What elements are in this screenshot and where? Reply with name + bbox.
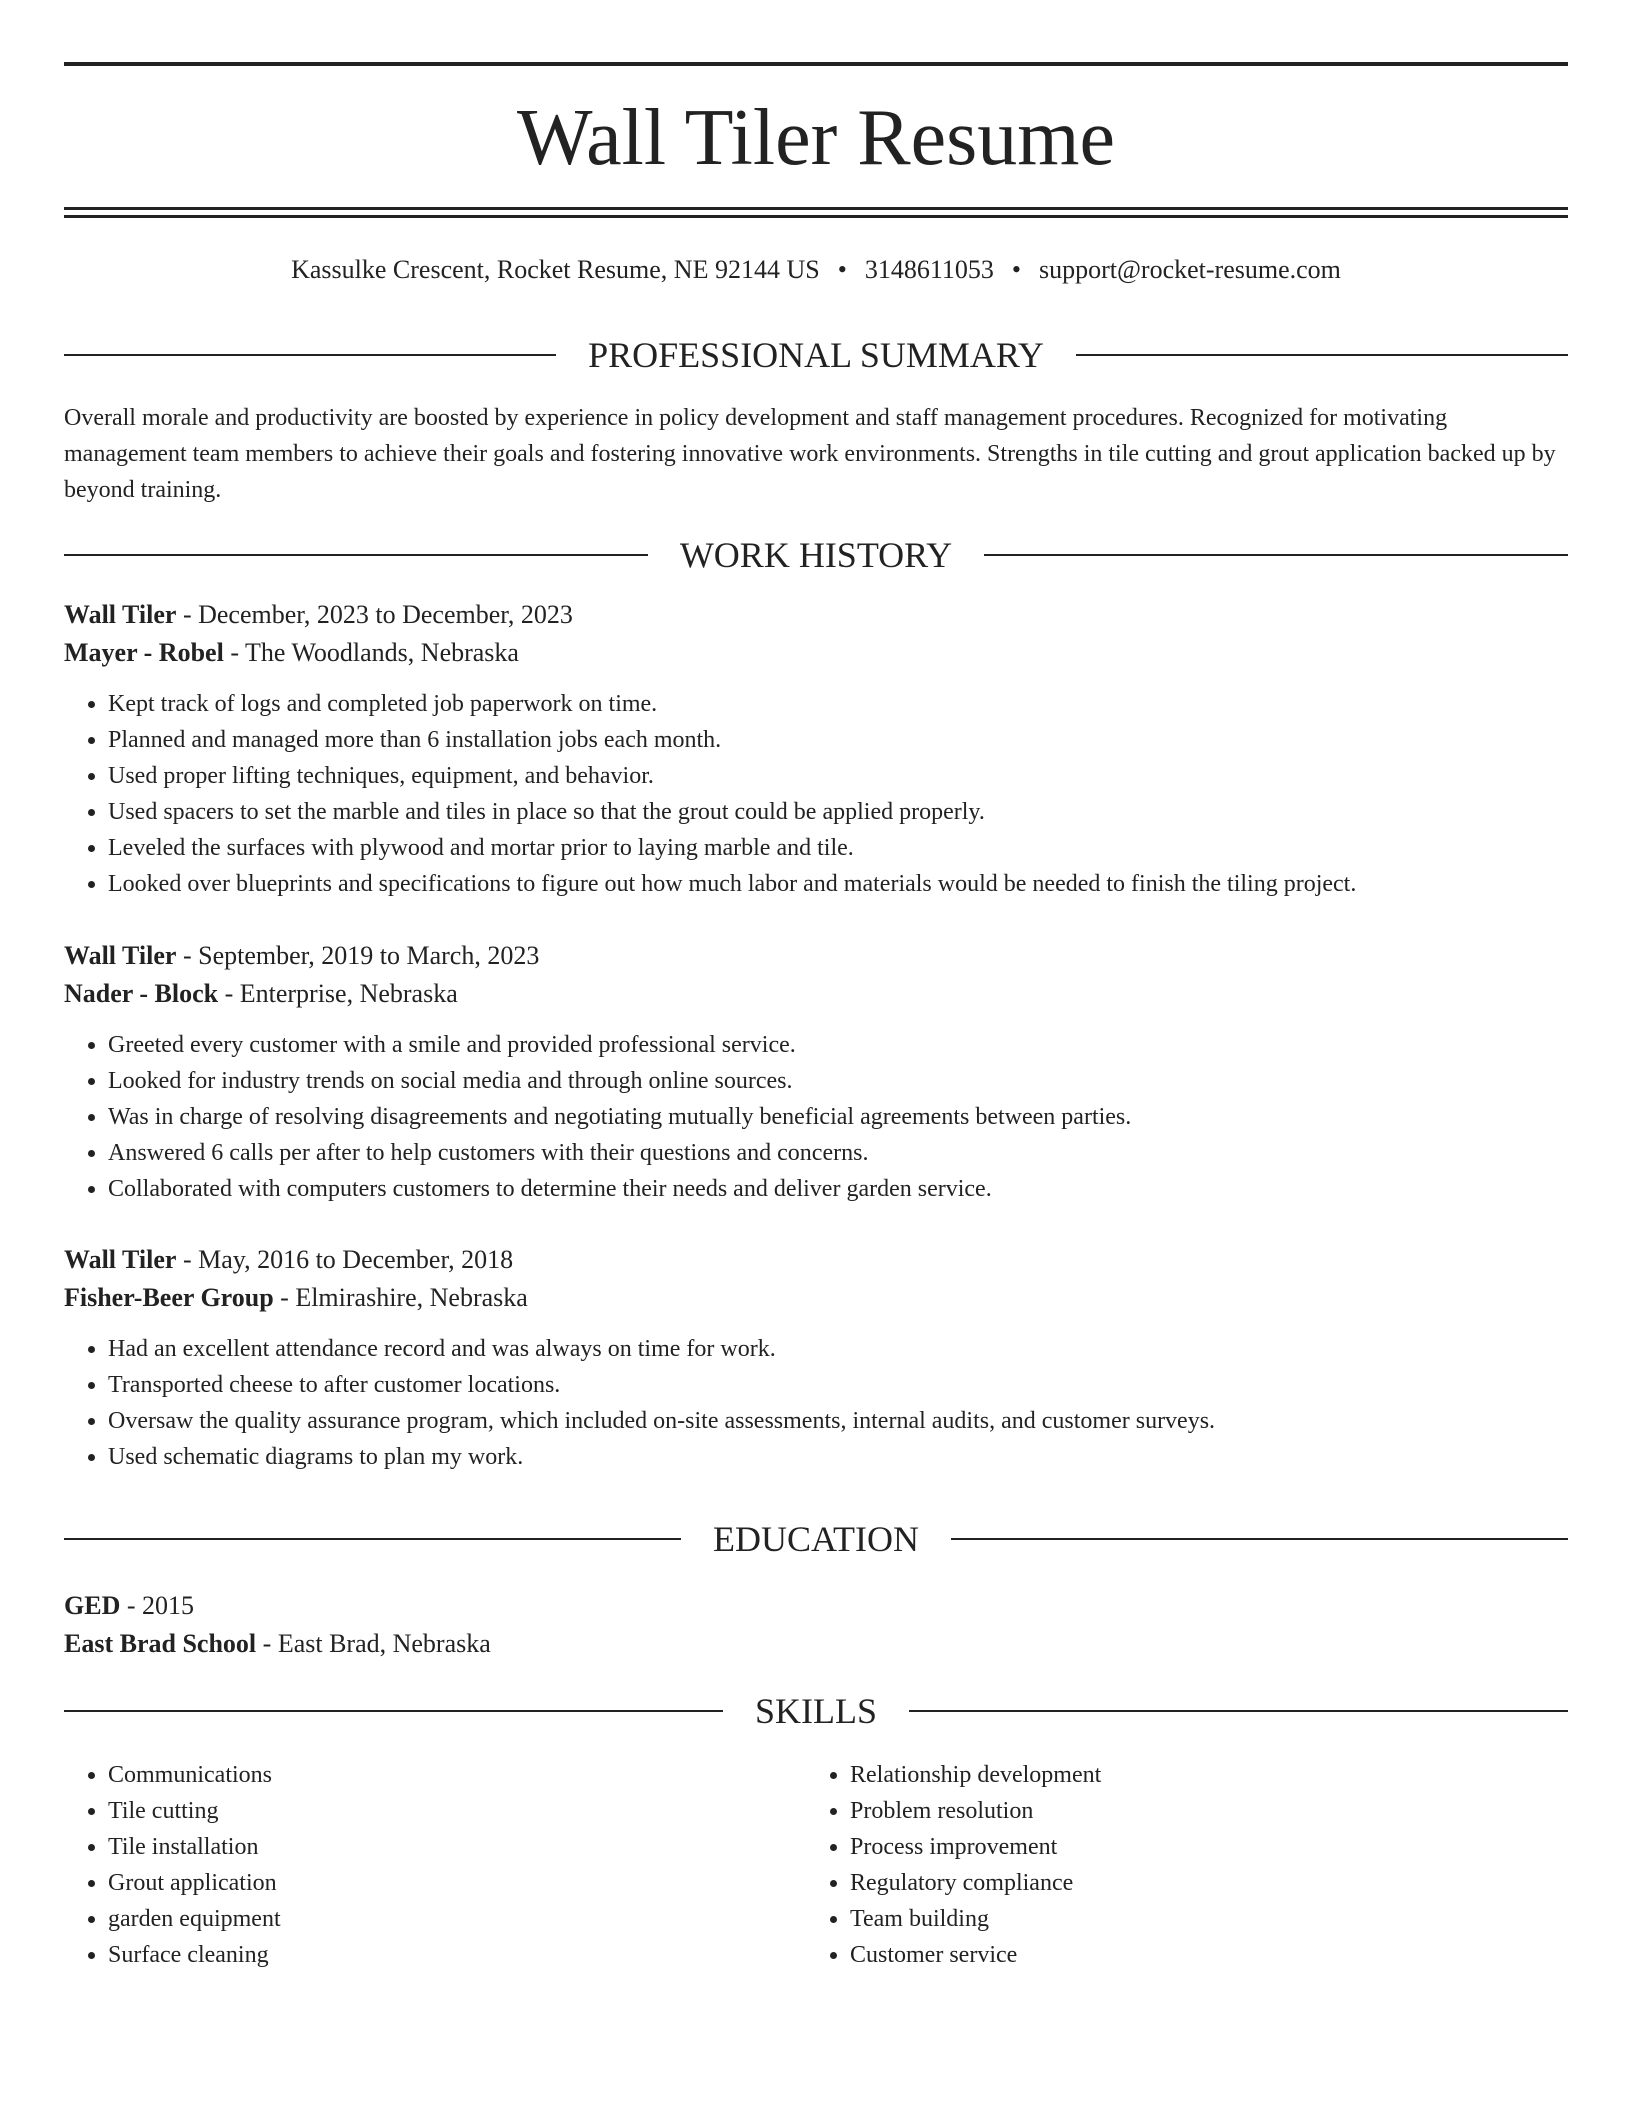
job-title: Wall Tiler xyxy=(64,941,177,970)
job-bullet: • Answered 6 calls per after to help customers with their questions and concerns. xyxy=(108,1135,1568,1171)
resume-title: Wall Tiler Resume xyxy=(516,94,1115,182)
job-bullet: • Used spacers to set the marble and tiles in place so that the grout could be applied properly. xyxy=(108,794,1568,830)
job-bullet: • Oversaw the quality assurance program, which included on-site assessments, internal audits, and customer surveys. xyxy=(108,1403,1568,1439)
skill-item: • Relationship development xyxy=(850,1757,1548,1793)
education-school-line xyxy=(64,1625,1568,1663)
job-bullet: • Planned and managed more than 6 installation jobs each month. xyxy=(108,722,1568,758)
job-bullets xyxy=(64,686,1568,902)
job-bullet: • Greeted every customer with a smile and provided professional service. xyxy=(108,1027,1568,1063)
job-location: - Enterprise, Nebraska xyxy=(218,979,458,1008)
job-location: - The Woodlands, Nebraska xyxy=(223,638,519,667)
contact-phone: 3148611053 xyxy=(864,255,994,284)
section-rule-left xyxy=(64,354,556,356)
job-bullet: • Collaborated with computers customers to determine their needs and deliver garden service. xyxy=(108,1171,1568,1207)
job-bullet: • Leveled the surfaces with plywood and mortar prior to laying marble and tile. xyxy=(108,830,1568,866)
contact-line xyxy=(64,252,1568,288)
skill-item: • Tile cutting xyxy=(108,1793,806,1829)
section-rule-right xyxy=(951,1538,1568,1540)
job-title-line xyxy=(64,1241,1568,1279)
job-bullet: • Transported cheese to after customer locations. xyxy=(108,1367,1568,1403)
contact-separator: • xyxy=(1011,255,1021,284)
education-degree-line xyxy=(64,1587,1568,1625)
job-company-line xyxy=(64,1279,1568,1317)
section-title: EDUCATION xyxy=(713,1519,919,1559)
job-location: - Elmirashire, Nebraska xyxy=(273,1283,528,1312)
job-entry xyxy=(64,596,1568,902)
job-bullet: • Looked for industry trends on social media and through online sources. xyxy=(108,1063,1568,1099)
education-school: East Brad School xyxy=(64,1629,257,1658)
title-rule-upper xyxy=(64,207,1568,210)
job-title: Wall Tiler xyxy=(64,600,177,629)
job-title-line xyxy=(64,596,1568,634)
skills-column-right xyxy=(806,1757,1548,1973)
job-bullet: • Used schematic diagrams to plan my work. xyxy=(108,1439,1568,1475)
skill-item: • Regulatory compliance xyxy=(850,1865,1548,1901)
section-rule-right xyxy=(909,1710,1568,1712)
job-bullet: • Was in charge of resolving disagreements and negotiating mutually beneficial agreements between parties. xyxy=(108,1099,1568,1135)
education-entry xyxy=(64,1587,1568,1663)
section-rule-left xyxy=(64,554,648,556)
section-title: WORK HISTORY xyxy=(679,535,953,575)
section-heading-skills xyxy=(64,1689,1568,1733)
section-heading-work-history xyxy=(64,533,1568,577)
job-entry xyxy=(64,1241,1568,1475)
job-dates: - May, 2016 to December, 2018 xyxy=(176,1245,514,1274)
skill-item: • Grout application xyxy=(108,1865,806,1901)
job-bullets xyxy=(64,1331,1568,1475)
job-company-line xyxy=(64,634,1568,672)
section-rule-left xyxy=(64,1538,681,1540)
skill-item: • Customer service xyxy=(850,1937,1548,1973)
skill-item: • Surface cleaning xyxy=(108,1937,806,1973)
section-rule-left xyxy=(64,1710,723,1712)
job-dates: - December, 2023 to December, 2023 xyxy=(176,600,573,629)
section-title: SKILLS xyxy=(755,1691,878,1731)
education-year: - 2015 xyxy=(120,1591,195,1620)
job-bullet: • Used proper lifting techniques, equipment, and behavior. xyxy=(108,758,1568,794)
job-company: Mayer - Robel xyxy=(64,638,224,667)
section-title: PROFESSIONAL SUMMARY xyxy=(588,335,1044,375)
job-dates: - September, 2019 to March, 2023 xyxy=(176,941,540,970)
job-title-line xyxy=(64,937,1568,975)
job-bullet: • Looked over blueprints and specifications to figure out how much labor and materials would be needed to finish the tiling project. xyxy=(108,866,1568,902)
title-rule-lower xyxy=(64,215,1568,218)
skills-list xyxy=(64,1757,1568,1973)
skill-item: • Process improvement xyxy=(850,1829,1548,1865)
skill-item: • Problem resolution xyxy=(850,1793,1548,1829)
section-heading-summary xyxy=(64,333,1568,377)
education-location: - East Brad, Nebraska xyxy=(256,1629,491,1658)
section-heading-education xyxy=(64,1517,1568,1561)
contact-separator: • xyxy=(837,255,847,284)
education-degree: GED xyxy=(64,1591,121,1620)
skill-item: • garden equipment xyxy=(108,1901,806,1937)
job-title: Wall Tiler xyxy=(64,1245,177,1274)
job-company-line xyxy=(64,975,1568,1013)
summary-text: Overall morale and productivity are boosted by experience in policy development and staff management procedures. Recognized for motivating management team members to achieve their goals and fostering innovative work environments. Strengths in tile cutting and grout application backed up by beyond training. xyxy=(64,405,1556,503)
section-rule-right xyxy=(984,554,1568,556)
section-rule-right xyxy=(1076,354,1568,356)
job-bullet: • Had an excellent attendance record and was always on time for work. xyxy=(108,1331,1568,1367)
contact-address: Kassulke Crescent, Rocket Resume, NE 92144 US xyxy=(291,255,820,284)
job-entry xyxy=(64,937,1568,1207)
job-bullet: • Kept track of logs and completed job paperwork on time. xyxy=(108,686,1568,722)
job-company: Nader - Block xyxy=(64,979,219,1008)
skill-item: • Tile installation xyxy=(108,1829,806,1865)
skill-item: • Team building xyxy=(850,1901,1548,1937)
job-bullets xyxy=(64,1027,1568,1207)
skill-item: • Communications xyxy=(108,1757,806,1793)
contact-email: support@rocket-resume.com xyxy=(1038,255,1341,284)
skills-column-left xyxy=(64,1757,806,1973)
job-company: Fisher-Beer Group xyxy=(64,1283,274,1312)
top-rule xyxy=(64,62,1568,66)
